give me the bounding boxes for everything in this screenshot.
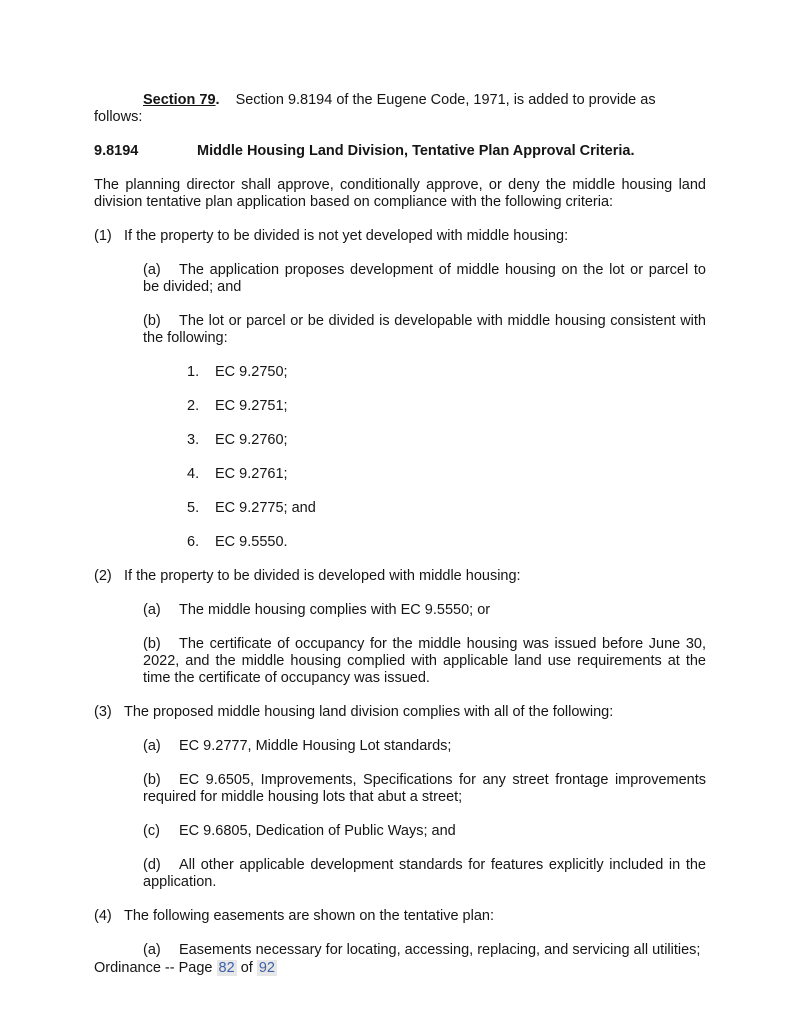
list-marker: 6. <box>187 534 200 550</box>
list-marker: (c) <box>143 823 160 839</box>
criterion-2a-text: The middle housing complies with EC 9.5550; or <box>179 602 491 618</box>
list-marker: 3. <box>187 432 200 448</box>
list-marker: (1) <box>94 228 112 244</box>
criterion-2b <box>94 636 706 687</box>
criterion-4-text: The following easements are shown on the tentative plan: <box>124 908 494 924</box>
criterion-2b-text: The certificate of occupancy for the middle housing was issued before June 30, 2022, and the middle housing complied with applicable land use requirements at the time the certificate of occupancy was issued. <box>143 636 706 686</box>
footer-label: Ordinance -- Page <box>94 960 213 976</box>
code-section-heading <box>94 143 706 160</box>
section-statement-text: Section 9.8194 of the Eugene Code, 1971, is added to provide as follows: <box>94 92 656 125</box>
criterion-3d <box>94 857 706 891</box>
footer-of-label: of <box>240 960 253 976</box>
criterion-1-text: If the property to be divided is not yet developed with middle housing: <box>124 228 569 244</box>
criterion-2-text: If the property to be divided is developed with middle housing: <box>124 568 521 584</box>
document-body <box>94 92 706 976</box>
list-marker: (4) <box>94 908 112 924</box>
list-marker: 1. <box>187 364 200 380</box>
criterion-3b-text: EC 9.6505, Improvements, Specifications for any street frontage improvements required for middle housing lots that abut a street; <box>143 772 706 805</box>
section-statement <box>94 92 706 126</box>
list-marker: 2. <box>187 398 200 414</box>
ec-list-item-3 <box>94 432 706 449</box>
page-footer <box>94 960 277 977</box>
list-marker: (2) <box>94 568 112 584</box>
criterion-3-text: The proposed middle housing land division complies with all of the following: <box>124 704 614 720</box>
intro-paragraph: The planning director shall approve, conditionally approve, or deny the middle housing land division tentative plan application based on compliance with the following criteria: <box>94 177 706 210</box>
criterion-3b <box>94 772 706 806</box>
criterion-3 <box>94 704 706 721</box>
ec-reference: EC 9.2761; <box>215 466 288 482</box>
criterion-3c <box>94 823 706 840</box>
section-label-period: . <box>215 92 220 108</box>
criterion-3a <box>94 738 706 755</box>
code-number: 9.8194 <box>94 143 139 159</box>
criterion-1 <box>94 228 706 245</box>
ec-list-item-2 <box>94 398 706 415</box>
criterion-4a <box>94 942 706 959</box>
list-marker: (a) <box>143 738 161 754</box>
list-marker: 4. <box>187 466 200 482</box>
list-marker: (d) <box>143 857 161 873</box>
ec-reference: EC 9.2760; <box>215 432 288 448</box>
ec-reference: EC 9.2751; <box>215 398 288 414</box>
criterion-3a-text: EC 9.2777, Middle Housing Lot standards; <box>179 738 452 754</box>
criterion-1b <box>94 313 706 347</box>
criterion-2a <box>94 602 706 619</box>
ec-list-item-1 <box>94 364 706 381</box>
list-marker: (b) <box>143 636 161 652</box>
list-marker: (b) <box>143 313 161 329</box>
criterion-1a <box>94 262 706 296</box>
code-title: Middle Housing Land Division, Tentative Plan Approval Criteria. <box>197 143 635 159</box>
ec-reference: EC 9.2775; and <box>215 500 316 516</box>
criterion-4a-text: Easements necessary for locating, accessing, replacing, and servicing all utilities; <box>179 942 701 958</box>
criterion-3c-text: EC 9.6805, Dedication of Public Ways; and <box>179 823 456 839</box>
list-marker: 5. <box>187 500 200 516</box>
criterion-1b-text: The lot or parcel or be divided is developable with middle housing consistent with the following: <box>143 313 706 346</box>
list-marker: (b) <box>143 772 161 788</box>
list-marker: (a) <box>143 262 161 278</box>
list-marker: (a) <box>143 602 161 618</box>
criterion-4 <box>94 908 706 925</box>
criterion-2 <box>94 568 706 585</box>
ec-list-item-5 <box>94 500 706 517</box>
ec-reference: EC 9.5550. <box>215 534 288 550</box>
total-pages-field: 92 <box>258 960 275 976</box>
ec-list-item-4 <box>94 466 706 483</box>
page-number-field: 82 <box>218 960 235 976</box>
ec-list-item-6 <box>94 534 706 551</box>
criterion-3d-text: All other applicable development standards for features explicitly included in the application. <box>143 857 706 890</box>
list-marker: (a) <box>143 942 161 958</box>
list-marker: (3) <box>94 704 112 720</box>
criterion-1a-text: The application proposes development of middle housing on the lot or parcel to be divided; and <box>143 262 706 295</box>
ec-reference: EC 9.2750; <box>215 364 288 380</box>
section-label: Section 79 <box>143 92 216 108</box>
